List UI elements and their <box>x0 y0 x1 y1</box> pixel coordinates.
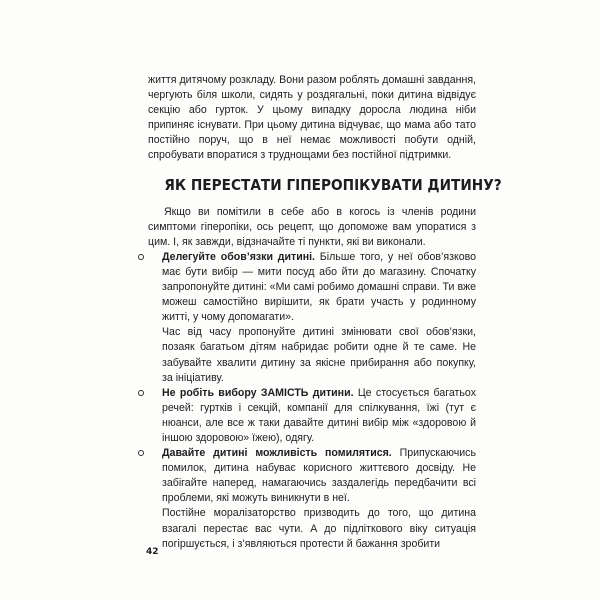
intro-paragraph: життя дитячому розкладу. Вони разом роблять домашні завдання, чергують біля школи, сидять у роздягальні, поки дитина відвідує секцію або гурток. У цьому випадку доросла людина ніби припиняє існувати. При цьому дитина відчуває, що мама або тато постійно поруч, що в неї немає можливості побути одній, спробувати впоратися з труднощами без постійної підтримки. <box>148 74 476 162</box>
list-item <box>148 446 476 552</box>
list-item <box>148 250 476 386</box>
recipe-paragraph: Якщо ви помітили в себе або в когось із членів родини симптоми гіперопіки, ось рецепт, що допоможе вам упоратися з цим. І, як завжди, відзначайте ті пункти, які ви виконали. <box>148 205 476 248</box>
tip-title: Давайте дитині можливість помилятися. <box>162 447 392 460</box>
tips-list <box>148 250 476 552</box>
tip-text: Більше того, у неї обов’язково має бути вибір — мити посуд або йти до магазину. Спочатку запропонуйте дитині: «Ми самі робимо домашні справи. Ти вже можеш самостійно вирішити, як брати участь у родинному житті, у чому допомагати». <box>162 250 476 324</box>
tip-continuation: Час від часу пропонуйте дитині змінювати свої обов’язки, позаяк багатьом дітям набридає робити одне й те саме. Не забувайте хвалити дитину за якісне прибирання або покупку, за ініціативу. <box>162 326 476 384</box>
tip-text: Це стосується багатьох речей: гуртків і секцій, компанії для спілкування, їжі (тут є нюанси, але все ж таки давайте дитині вибір між «здоровою й іншою здоровою» їжею), одягу. <box>162 386 476 444</box>
tip-continuation: Постійне моралізаторство призводить до того, що дитина взагалі перестає вас чути. А до підліткового віку ситуація погіршується, і з’являються протести й бажання зробити <box>162 507 476 550</box>
section-heading: ЯК ПЕРЕСТАТИ ГІПЕРОПІКУВАТИ ДИТИНУ? <box>164 175 502 194</box>
tip-title: Делегуйте обов’язки дитині. <box>162 250 315 263</box>
page-number: 42 <box>146 547 159 557</box>
tip-text: Припускаючись помилок, дитина набуває корисного життєвого досвіду. Не забігайте наперед, намагаючись заздалегідь передбачити всі проблеми, які можуть виникнути в неї. <box>162 447 476 505</box>
circle-bullet-icon <box>138 390 144 396</box>
circle-bullet-icon <box>138 450 144 456</box>
tip-title: Не робіть вибору ЗАМІСТЬ дитини. <box>162 386 354 399</box>
list-item <box>148 386 476 446</box>
body-text <box>148 73 502 552</box>
circle-bullet-icon <box>138 254 144 260</box>
